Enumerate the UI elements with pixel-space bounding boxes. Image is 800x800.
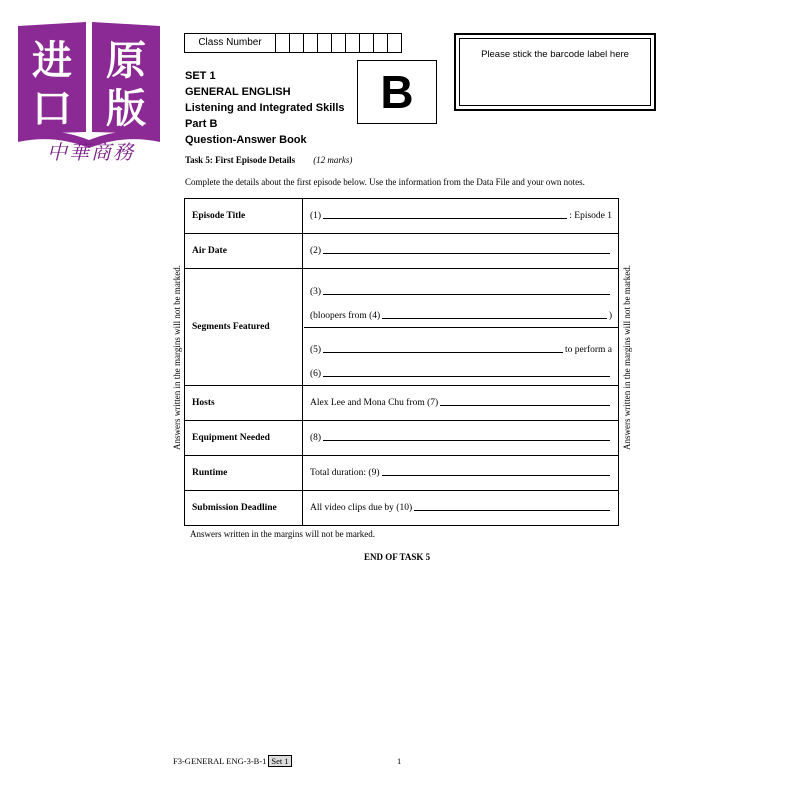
margin-note-right: Answers written in the margins will not be marked. xyxy=(622,264,632,450)
segments-divider xyxy=(304,327,618,328)
page-number: 1 xyxy=(397,756,402,766)
header-titles xyxy=(185,68,345,148)
barcode-box xyxy=(454,33,656,111)
answer-line-8[interactable]: (8) xyxy=(310,433,612,443)
footer-code xyxy=(173,756,292,766)
table-row xyxy=(185,269,618,386)
class-number-cell[interactable] xyxy=(290,34,304,52)
class-number-cell[interactable] xyxy=(332,34,346,52)
answer-line-3[interactable]: (3) xyxy=(310,287,612,297)
row-label-runtime: Runtime xyxy=(185,456,303,490)
set-badge: Set 1 xyxy=(268,755,291,767)
logo-caption: 中華商務 xyxy=(47,140,135,164)
answer-line-10[interactable]: All video clips due by (10) xyxy=(310,503,612,513)
class-number-cell[interactable] xyxy=(388,34,401,52)
answer-table xyxy=(184,198,619,526)
row-label-hosts: Hosts xyxy=(185,386,303,420)
bottom-margin-note: Answers written in the margins will not be marked. xyxy=(190,529,376,539)
row-label-air-date: Air Date xyxy=(185,234,303,268)
answer-line-9[interactable]: Total duration: (9) xyxy=(310,468,612,478)
answer-line-6[interactable]: (6) xyxy=(310,369,612,379)
class-number-cell[interactable] xyxy=(360,34,374,52)
task-name: Task 5: First Episode Details xyxy=(185,155,296,165)
paper-letter: B xyxy=(357,60,437,124)
answer-line-1[interactable]: (1) : Episode 1 xyxy=(310,211,612,221)
part-title: Part B xyxy=(185,118,218,130)
end-of-task: END OF TASK 5 xyxy=(364,552,431,562)
task-title xyxy=(185,155,352,165)
table-row xyxy=(185,491,618,525)
barcode-instruction: Please stick the barcode label here xyxy=(481,49,629,60)
logo-char-4: 版 xyxy=(106,86,146,132)
row-label-episode-title: Episode Title xyxy=(185,199,303,233)
margin-note-left: Answers written in the margins will not be marked. xyxy=(172,264,182,450)
table-row xyxy=(185,421,618,456)
class-number-cell[interactable] xyxy=(318,34,332,52)
class-number-cell[interactable] xyxy=(276,34,290,52)
answer-line-2[interactable]: (2) xyxy=(310,246,612,256)
answer-line-7[interactable]: Alex Lee and Mona Chu from (7) xyxy=(310,398,612,408)
class-number-cell[interactable] xyxy=(304,34,318,52)
logo-char-3: 口 xyxy=(32,86,72,132)
class-number-cell[interactable] xyxy=(346,34,360,52)
book-title: Question-Answer Book xyxy=(185,134,307,146)
table-row xyxy=(185,234,618,269)
table-row xyxy=(185,199,618,234)
class-number-box xyxy=(184,33,402,53)
row-label-equipment: Equipment Needed xyxy=(185,421,303,455)
subject-title: GENERAL ENGLISH xyxy=(185,86,291,98)
paper-title: Listening and Integrated Skills xyxy=(185,102,345,114)
task-marks: (12 marks) xyxy=(313,155,353,165)
class-number-label: Class Number xyxy=(185,34,276,52)
logo-char-2: 原 xyxy=(106,38,146,84)
row-label-deadline: Submission Deadline xyxy=(185,491,303,525)
paper-code: F3-GENERAL ENG-3-B-1 xyxy=(173,756,267,766)
table-row xyxy=(185,386,618,421)
task-instructions: Complete the details about the first episode below. Use the information from the Data File and your own notes. xyxy=(185,177,585,187)
class-number-cell[interactable] xyxy=(374,34,388,52)
answer-line-4[interactable]: (bloopers from (4) ) xyxy=(310,311,612,321)
row-label-segments: Segments Featured xyxy=(185,269,303,385)
table-row xyxy=(185,456,618,491)
logo-char-1: 进 xyxy=(32,38,72,84)
answer-line-5[interactable]: (5) to perform a xyxy=(310,345,612,355)
set-title: SET 1 xyxy=(185,70,216,82)
